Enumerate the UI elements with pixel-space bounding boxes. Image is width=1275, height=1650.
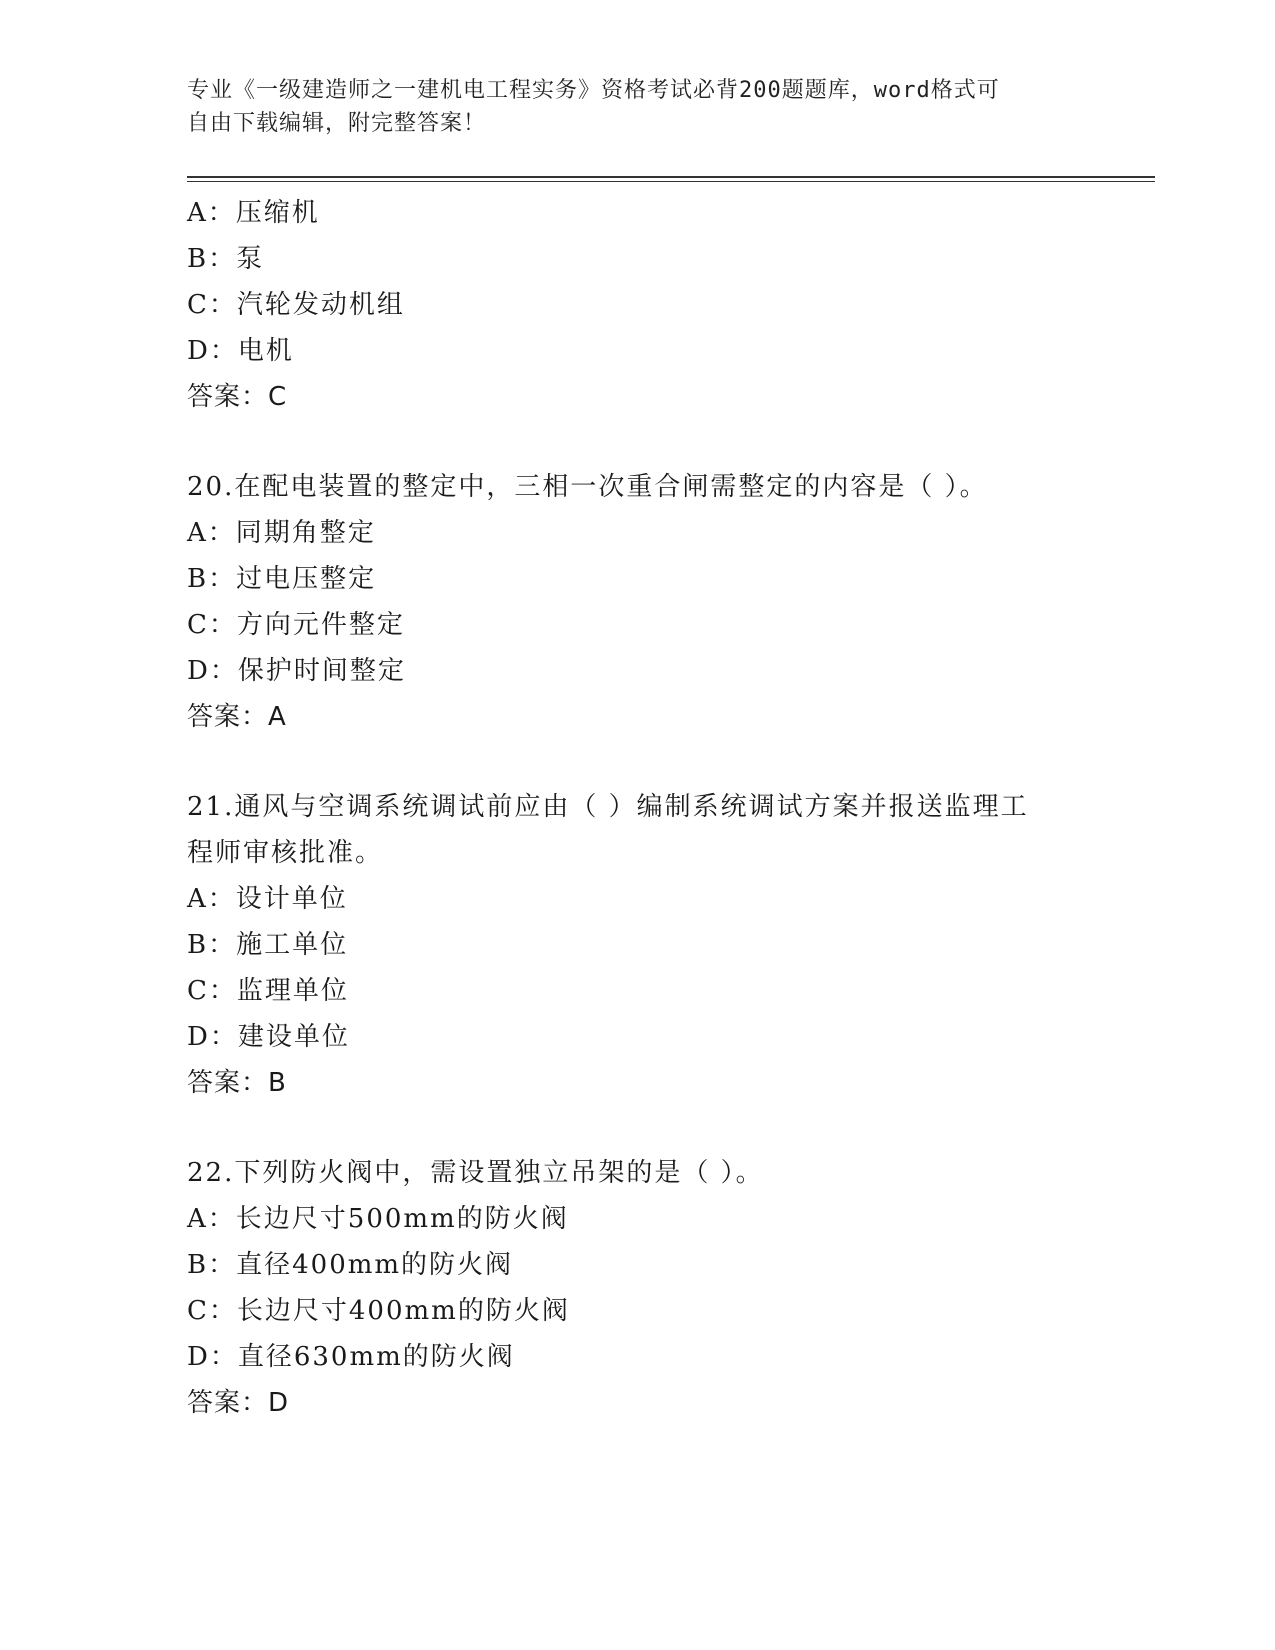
option-b: B：施工单位	[187, 930, 349, 960]
question-21	[187, 784, 1087, 1106]
question-text: 22.下列防火阀中，需设置独立吊架的是（ ）。	[187, 1158, 764, 1188]
option-d: D：建设单位	[187, 1022, 350, 1052]
option-c: C：方向元件整定	[187, 610, 405, 640]
document-header	[187, 74, 1067, 140]
option-c: C：长边尺寸400mm的防火阀	[187, 1296, 570, 1326]
question-text: 20.在配电装置的整定中，三相一次重合闸需整定的内容是（ ）。	[187, 472, 988, 502]
question-22	[187, 1150, 1087, 1426]
question-19	[187, 190, 1087, 420]
answer-line: 答案：B	[187, 1068, 287, 1098]
header-line-1: 专业《一级建造师之一建机电工程实务》资格考试必背200题题库，word格式可	[187, 78, 1000, 103]
option-a: A：长边尺寸500mm的防火阀	[187, 1204, 569, 1234]
option-a: A：设计单位	[187, 884, 348, 914]
question-text-line-2: 程师审核批准。	[187, 838, 384, 868]
option-d: D：电机	[187, 336, 294, 366]
question-20	[187, 464, 1087, 740]
option-a: A：压缩机	[187, 198, 320, 228]
option-b: B：直径400mm的防火阀	[187, 1250, 514, 1280]
option-d: D：保护时间整定	[187, 656, 406, 686]
option-b: B：泵	[187, 244, 265, 274]
option-b: B：过电压整定	[187, 564, 377, 594]
answer-line: 答案：C	[187, 382, 288, 412]
header-divider-thin	[187, 181, 1155, 182]
question-text-line-1: 21.通风与空调系统调试前应由（ ）编制系统调试方案并报送监理工	[187, 792, 1029, 822]
answer-line: 答案：D	[187, 1388, 290, 1418]
question-list	[187, 190, 1087, 1426]
option-c: C：监理单位	[187, 976, 349, 1006]
header-divider-thick	[187, 176, 1155, 178]
option-c: C：汽轮发动机组	[187, 290, 405, 320]
header-line-2: 自由下载编辑，附完整答案！	[187, 111, 487, 136]
answer-line: 答案：A	[187, 702, 287, 732]
option-a: A：同期角整定	[187, 518, 376, 548]
option-d: D：直径630mm的防火阀	[187, 1342, 515, 1372]
